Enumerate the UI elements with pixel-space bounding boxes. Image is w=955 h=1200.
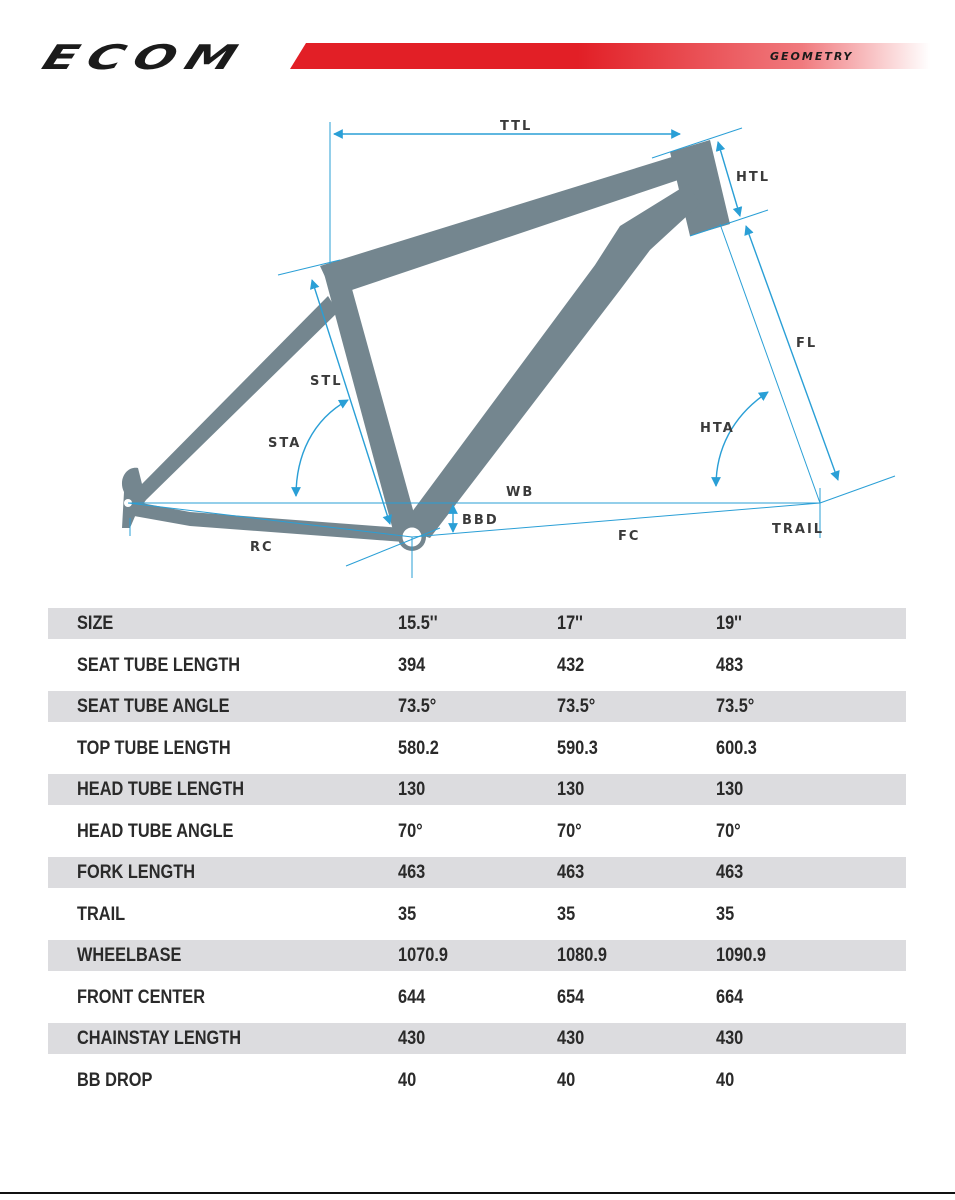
row-value: 1070.9 — [398, 945, 448, 966]
label-stl: STL — [310, 374, 343, 389]
row-label: FORK LENGTH — [77, 862, 196, 883]
row-value: 430 — [716, 1028, 744, 1049]
label-sta: STA — [268, 436, 302, 451]
row-label: HEAD TUBE LENGTH — [77, 779, 245, 800]
table-row — [48, 1023, 906, 1054]
table-row — [48, 691, 906, 722]
seat-stay — [136, 296, 338, 500]
row-label: TOP TUBE LENGTH — [77, 737, 231, 759]
table-row — [48, 733, 906, 764]
row-value: 17'' — [557, 613, 583, 634]
label-wb: WB — [506, 485, 535, 500]
geometry-table — [48, 608, 906, 1106]
table-row — [48, 774, 906, 805]
label-hta: HTA — [700, 421, 735, 436]
row-value: 463 — [716, 862, 744, 883]
page-header — [0, 0, 955, 90]
guide-lines — [128, 122, 895, 578]
row-value: 580.2 — [398, 737, 439, 759]
row-value: 15.5'' — [398, 613, 438, 634]
row-value: 40 — [716, 1069, 735, 1091]
footer-rule — [0, 1192, 955, 1194]
label-bbd: BBD — [462, 513, 499, 528]
row-value: 73.5° — [398, 696, 437, 717]
row-value: 432 — [557, 654, 585, 676]
fl-arrow — [746, 226, 838, 480]
row-value: 130 — [557, 779, 585, 800]
label-fl: FL — [796, 336, 818, 351]
row-value: 430 — [557, 1028, 585, 1049]
label-fc: FC — [618, 529, 641, 544]
table-row — [48, 816, 906, 847]
row-label: SEAT TUBE ANGLE — [77, 696, 230, 717]
row-value: 130 — [716, 779, 744, 800]
row-label: BB DROP — [77, 1069, 153, 1091]
table-row — [48, 982, 906, 1013]
row-value: 463 — [398, 862, 426, 883]
row-label: WHEELBASE — [77, 945, 182, 966]
table-row — [48, 608, 906, 639]
row-value: 430 — [398, 1028, 426, 1049]
seat-tube — [322, 260, 418, 534]
row-value: 40 — [557, 1069, 576, 1091]
row-value: 130 — [398, 779, 426, 800]
row-label: SEAT TUBE LENGTH — [77, 654, 241, 676]
row-value: 70° — [398, 820, 423, 842]
row-value: 664 — [716, 986, 744, 1008]
geometry-diagram — [0, 100, 955, 590]
label-rc: RC — [250, 540, 274, 555]
row-label: CHAINSTAY LENGTH — [77, 1028, 242, 1049]
table-row — [48, 650, 906, 681]
label-trail: TRAIL — [772, 522, 825, 537]
table-row — [48, 899, 906, 930]
label-ttl: TTL — [500, 119, 533, 134]
label-htl: HTL — [736, 170, 771, 185]
row-value: 73.5° — [716, 696, 755, 717]
row-value: 1080.9 — [557, 945, 607, 966]
row-value: 483 — [716, 654, 744, 676]
row-value: 35 — [398, 903, 417, 925]
row-value: 654 — [557, 986, 585, 1008]
row-value: 73.5° — [557, 696, 596, 717]
row-label: FRONT CENTER — [77, 986, 205, 1008]
chain-stay — [134, 502, 404, 542]
row-value: 1090.9 — [716, 945, 766, 966]
row-value: 590.3 — [557, 737, 598, 759]
bike-frame — [122, 140, 730, 551]
table-row — [48, 1065, 906, 1096]
row-label: SIZE — [77, 613, 114, 634]
row-value: 35 — [716, 903, 735, 925]
brand-logo: ECOM — [36, 38, 253, 78]
row-value: 35 — [557, 903, 576, 925]
rear-dropout — [122, 468, 146, 528]
row-value: 463 — [557, 862, 585, 883]
row-label: HEAD TUBE ANGLE — [77, 820, 234, 842]
table-row — [48, 857, 906, 888]
frame-geometry-svg — [0, 100, 955, 590]
table-row — [48, 940, 906, 971]
row-value: 70° — [716, 820, 741, 842]
row-value: 70° — [557, 820, 582, 842]
row-value: 644 — [398, 986, 426, 1008]
row-value: 394 — [398, 654, 426, 676]
row-value: 600.3 — [716, 737, 757, 759]
row-value: 40 — [398, 1069, 417, 1091]
hta-arc — [716, 392, 768, 486]
row-label: TRAIL — [77, 903, 126, 925]
section-title: GEOMETRY — [770, 50, 854, 63]
row-value: 19'' — [716, 613, 742, 634]
sta-arc — [296, 400, 348, 496]
